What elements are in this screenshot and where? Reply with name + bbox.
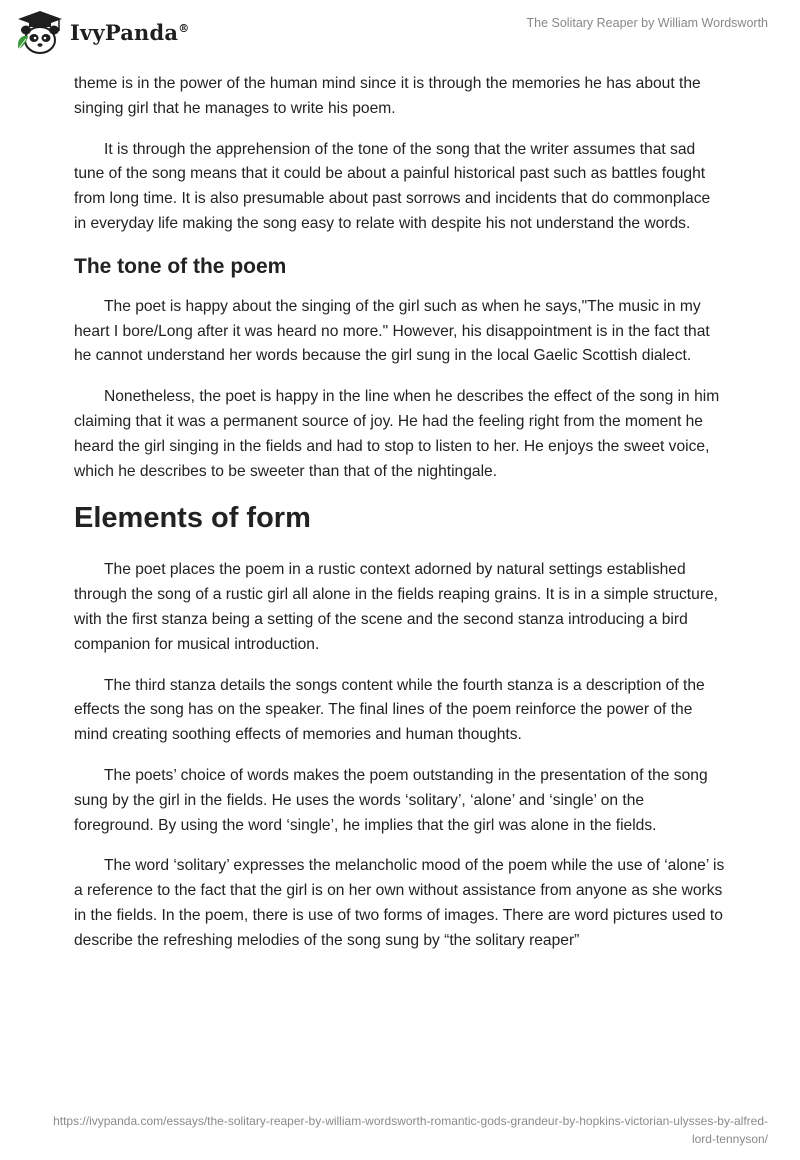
paragraph: The poets’ choice of words makes the poem outstanding in the presentation of the song sung by the girl in the fields. He uses the words ‘solitary’, ‘alone’ and ‘single’ on the foreground. By using the word ‘single’, he implies that the girl was alone in the fields. <box>74 766 708 834</box>
paragraph: The poet places the poem in a rustic context adorned by natural settings established through the song of a rustic girl all alone in the fields reaping grains. It is in a simple structure, with the first stanza being a setting of the scene and the second stanza introducing a bird companion for musical introduction. <box>74 561 719 653</box>
essay-body <box>74 72 726 970</box>
panda-graduate-icon <box>14 9 66 55</box>
paragraph: Nonetheless, the poet is happy in the line when he describes the effect of the song in him claiming that it was a permanent source of joy. He had the feeling right from the moment he heard the girl singing in the fields and had to stop to listen to her. He enjoys the sweet voice, which he describes to be sweeter than that of the nightingale. <box>74 388 720 480</box>
paragraph: theme is in the power of the human mind since it is through the memories he has about the singing girl that he manages to write his poem. <box>74 75 701 117</box>
logo-text: IvyPanda® <box>70 19 190 45</box>
source-url[interactable]: https://ivypanda.com/essays/the-solitary-reaper-by-william-wordsworth-romantic-gods-grandeur-by-hopkins-victorian-ulysses-by-alfred-lord-tennyson/ <box>53 1114 768 1146</box>
ivypanda-logo[interactable] <box>14 8 189 56</box>
paragraph: It is through the apprehension of the tone of the song that the writer assumes that sad tune of the song means that it could be about a painful historical past such as battles fought from long time. It is also presumable about past sorrows and incidents that do commonplace in everyday life making the song easy to relate with despite his not understand the words. <box>74 140 711 232</box>
document-title: The Solitary Reaper by William Wordsworth <box>526 16 768 30</box>
paragraph: The word ‘solitary’ expresses the melancholic mood of the poem while the use of ‘alone’ is a reference to the fact that the girl is on her own without assistance from anyone as she works in the fields. In the poem, there is use of two forms of images. There are word pictures used to describe the refreshing melodies of the song sung by “the solitary reaper” <box>74 857 725 949</box>
section-heading-form: Elements of form <box>74 502 311 535</box>
registered-mark: ® <box>178 21 190 35</box>
section-heading-tone: The tone of the poem <box>74 254 287 278</box>
paragraph: The third stanza details the songs content while the fourth stanza is a description of the effects the song has on the speaker. The final lines of the poem reinforce the power of the mind creating soothing effects of memories and human thoughts. <box>74 676 705 744</box>
paragraph: The poet is happy about the singing of the girl such as when he says,"The music in my heart I bore/Long after it was heard no more." However, his disappointment is in the fact that he cannot understand her words because the girl sung in the local Gaelic Scottish dialect. <box>74 297 710 365</box>
page-header <box>0 0 800 70</box>
